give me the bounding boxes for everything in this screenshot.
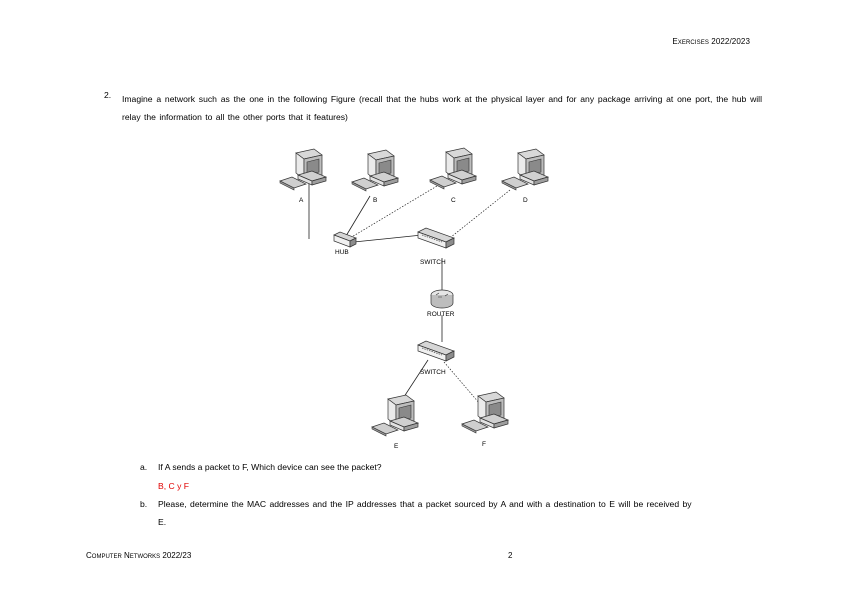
label-switch-bottom: SWITCH <box>420 369 446 376</box>
link-switch-f <box>444 362 480 404</box>
page-number: 2 <box>508 551 513 560</box>
hub-icon <box>334 232 356 247</box>
subquestion-b-letter: b. <box>140 499 148 509</box>
label-d: D <box>523 197 528 204</box>
subquestion-a-answer: B, C y F <box>158 481 190 491</box>
label-a: A <box>299 197 304 204</box>
label-b: B <box>373 197 378 204</box>
switch-bottom-icon <box>418 341 454 361</box>
computer-b-icon <box>352 150 398 191</box>
subquestion-a-text: If A sends a packet to F, Which device can see the packet? <box>158 462 382 472</box>
network-diagram <box>270 138 570 456</box>
label-c: C <box>451 197 456 204</box>
page-header: EXERCISES 2022/2023 <box>672 37 750 46</box>
computer-d-icon <box>502 149 548 190</box>
link-hub-switch <box>354 235 422 242</box>
switch-top-icon <box>418 228 454 248</box>
question-number: 2. <box>104 90 112 100</box>
computer-e-icon <box>372 395 418 436</box>
computer-f-icon <box>462 392 508 433</box>
label-switch-top: SWITCH <box>420 259 446 266</box>
computer-c-icon <box>430 148 476 189</box>
subquestion-b-text: Please, determine the MAC addresses and the IP addresses that a packet sourced by A and with a destination to E will be received by <box>158 499 692 509</box>
router-icon <box>431 290 453 308</box>
subquestion-b-text-cont: E. <box>158 517 167 527</box>
subquestion-a-letter: a. <box>140 462 148 472</box>
label-f: F <box>482 441 486 448</box>
label-e: E <box>394 443 399 450</box>
label-router: ROUTER <box>427 311 455 318</box>
footer-course: COMPUTER NETWORKS 2022/23 <box>86 551 192 560</box>
label-hub: HUB <box>335 249 349 256</box>
link-b-hub <box>346 196 370 236</box>
computer-a-icon <box>280 149 326 190</box>
question-text: Imagine a network such as the one in the following Figure (recall that the hubs work at the physical layer and for any package arriving at one port, the hub will relay the information to all the other ports that it features) <box>122 94 762 122</box>
